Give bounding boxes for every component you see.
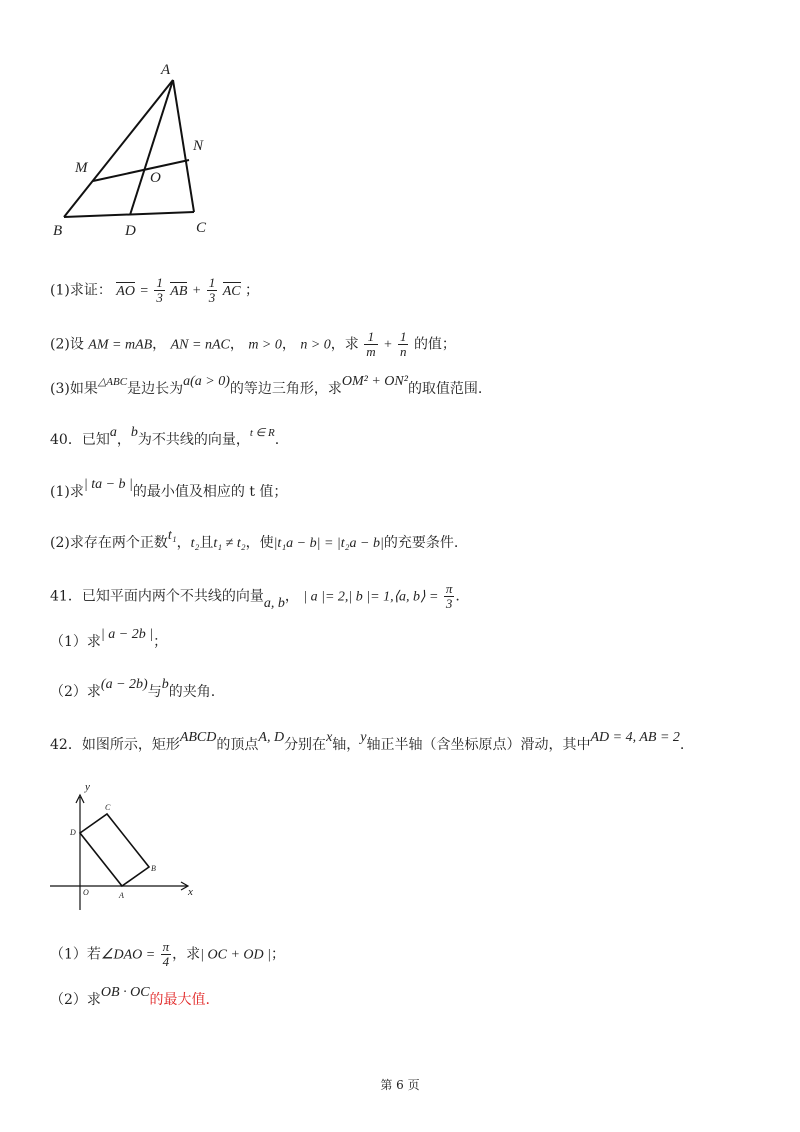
- fraction-pi-4: [161, 940, 172, 969]
- conditions: | a |= 2,| b |= 1,⟨a, b⟩ =: [303, 589, 439, 605]
- t-in-r: t ∈ R: [249, 427, 275, 439]
- text: ，使: [245, 535, 274, 551]
- cond-m: m > 0: [248, 337, 282, 353]
- prefix: (2)设: [50, 336, 84, 353]
- q40-part1: [50, 477, 288, 503]
- side-bc: [64, 212, 194, 217]
- sep: ，: [176, 535, 191, 551]
- end: 的夹角.: [168, 684, 216, 700]
- end: ；: [271, 946, 285, 963]
- expr-oc-od: | OC + OD |: [200, 947, 271, 963]
- expr-a-2b: (a − 2b): [100, 677, 148, 692]
- t2: t₂: [190, 536, 200, 551]
- den: 3: [156, 290, 163, 305]
- side-ac: [173, 80, 194, 212]
- q40-stem: [50, 425, 280, 451]
- sep: ，: [152, 336, 167, 353]
- label-d: D: [125, 223, 136, 239]
- q39-part2: [50, 330, 456, 359]
- side-ab: [64, 80, 173, 217]
- sep: ，求: [330, 336, 359, 353]
- num: 1: [208, 275, 216, 290]
- text: 是边长为: [127, 381, 184, 397]
- prefix: (1)求证：: [50, 282, 112, 299]
- median-ad: [130, 80, 173, 215]
- expr-a-2b: | a − 2b |: [100, 627, 154, 642]
- text: 轴，: [332, 737, 361, 753]
- end-red: 的最大值.: [149, 992, 210, 1008]
- cond-an: AN = nAC: [170, 337, 230, 353]
- t1-neq-t2: t₁ ≠ t₂: [213, 536, 246, 551]
- prefix: (1)求: [50, 484, 84, 500]
- end: .: [679, 737, 685, 753]
- question-number: 42．如图所示，矩形: [50, 737, 180, 753]
- end: 的最小值及相应的 t 值；: [132, 484, 288, 500]
- expr-om-on: OM² + ON²: [341, 374, 408, 389]
- fraction-1-m: [364, 330, 377, 359]
- sep: ，: [284, 588, 299, 605]
- rect-abcd: ABCD: [179, 730, 217, 745]
- cond-n: n > 0: [300, 337, 331, 353]
- page-footer: [0, 1076, 800, 1093]
- label-a: A: [161, 62, 171, 78]
- vector-ab: AB: [170, 283, 188, 299]
- triangle-abc: △ABC: [97, 376, 128, 388]
- prefix: （1）求: [50, 634, 101, 650]
- label-o: O: [83, 888, 89, 897]
- den: m: [366, 344, 376, 359]
- text: 且: [199, 535, 214, 551]
- num: 1: [399, 329, 407, 344]
- q41-stem: [50, 582, 460, 611]
- fraction-one-third: [154, 276, 165, 305]
- den: 4: [162, 954, 170, 969]
- equals: =: [139, 283, 149, 299]
- y-var: y: [360, 730, 367, 745]
- q41-part2: [50, 677, 216, 703]
- label-m: M: [75, 160, 88, 176]
- fraction-pi-3: [444, 582, 455, 611]
- q42-part2: [50, 985, 210, 1011]
- end: 的充要条件.: [383, 535, 459, 551]
- q39-part3: [50, 374, 483, 400]
- label-n: N: [193, 138, 204, 154]
- t1: t₁: [167, 528, 177, 543]
- prefix: （2）求: [50, 992, 101, 1008]
- vector-a: a: [109, 425, 117, 440]
- label-o: O: [150, 170, 161, 186]
- sep: ，: [281, 336, 296, 353]
- label-c: C: [105, 803, 111, 812]
- q42-part1: [50, 940, 285, 969]
- x-var: x: [326, 730, 333, 745]
- label-b: B: [151, 864, 156, 873]
- sep: ，: [116, 432, 131, 448]
- text: 为不共线的向量，: [137, 432, 250, 448]
- num: 1: [156, 275, 163, 290]
- end: 的值；: [413, 336, 456, 353]
- prefix: （2）求: [50, 684, 101, 700]
- num: π: [445, 581, 453, 596]
- text: 分别在: [284, 737, 327, 753]
- label-a: A: [119, 891, 124, 900]
- question-number: 40．已知: [50, 432, 110, 448]
- q40-part2: [50, 528, 459, 554]
- vector-b: b: [130, 425, 138, 440]
- fraction-1-n: [398, 330, 409, 359]
- vector-ao: AO: [116, 283, 135, 299]
- fraction-one-third-2: [207, 276, 218, 305]
- end: ；: [245, 282, 260, 299]
- text: 的等边三角形，求: [229, 381, 342, 397]
- angle-dao: ∠DAO =: [100, 947, 156, 963]
- q39-part1: [50, 276, 259, 305]
- text: 轴正半轴（含坐标原点）滑动，其中: [366, 737, 591, 753]
- num: 1: [364, 330, 377, 345]
- rectangle-figure: [45, 781, 205, 915]
- end: .: [274, 432, 280, 448]
- den: 3: [208, 290, 216, 305]
- text: ，求: [172, 946, 201, 963]
- label-x: x: [188, 886, 193, 898]
- den: n: [399, 344, 407, 359]
- prefix: (2)求存在两个正数: [50, 535, 168, 551]
- conditions: AD = 4, AB = 2: [590, 730, 680, 745]
- vector-ac: AC: [222, 283, 241, 299]
- side-length: a(a > 0): [183, 374, 230, 389]
- text: 的顶点: [216, 737, 259, 753]
- prefix: (3)如果: [50, 381, 98, 397]
- q42-stem: [50, 730, 685, 756]
- label-c: C: [196, 220, 207, 236]
- rectangle-abcd: [80, 814, 149, 886]
- cond-am: AM = mAB: [88, 337, 153, 353]
- plus: +: [191, 283, 202, 299]
- expr-ob-oc: OB · OC: [100, 985, 150, 1000]
- expr-equal-norms: |t₁a − b| = |t₂a − b|: [273, 536, 384, 551]
- vector-b: b: [161, 677, 169, 692]
- expr-ta-b: | ta − b |: [83, 477, 133, 492]
- label-b: B: [53, 223, 63, 239]
- prefix: （1）若: [50, 946, 101, 963]
- page-number: 第 6 页: [380, 1078, 420, 1092]
- q41-part1: [50, 627, 168, 653]
- label-y: y: [85, 781, 90, 793]
- sep: ，: [229, 336, 244, 353]
- end: .: [455, 588, 460, 605]
- vectors-a-b: a, b: [263, 595, 285, 611]
- plus: +: [383, 337, 393, 353]
- den: 3: [445, 596, 453, 611]
- end: ；: [153, 634, 168, 650]
- label-d: D: [70, 828, 76, 837]
- vertices-a-d: A, D: [258, 730, 285, 745]
- triangle-figure: [45, 60, 235, 250]
- text: 与: [147, 684, 162, 700]
- end: 的取值范围.: [407, 381, 483, 397]
- num: π: [162, 939, 170, 954]
- question-number: 41．已知平面内两个不共线的向量: [50, 588, 264, 605]
